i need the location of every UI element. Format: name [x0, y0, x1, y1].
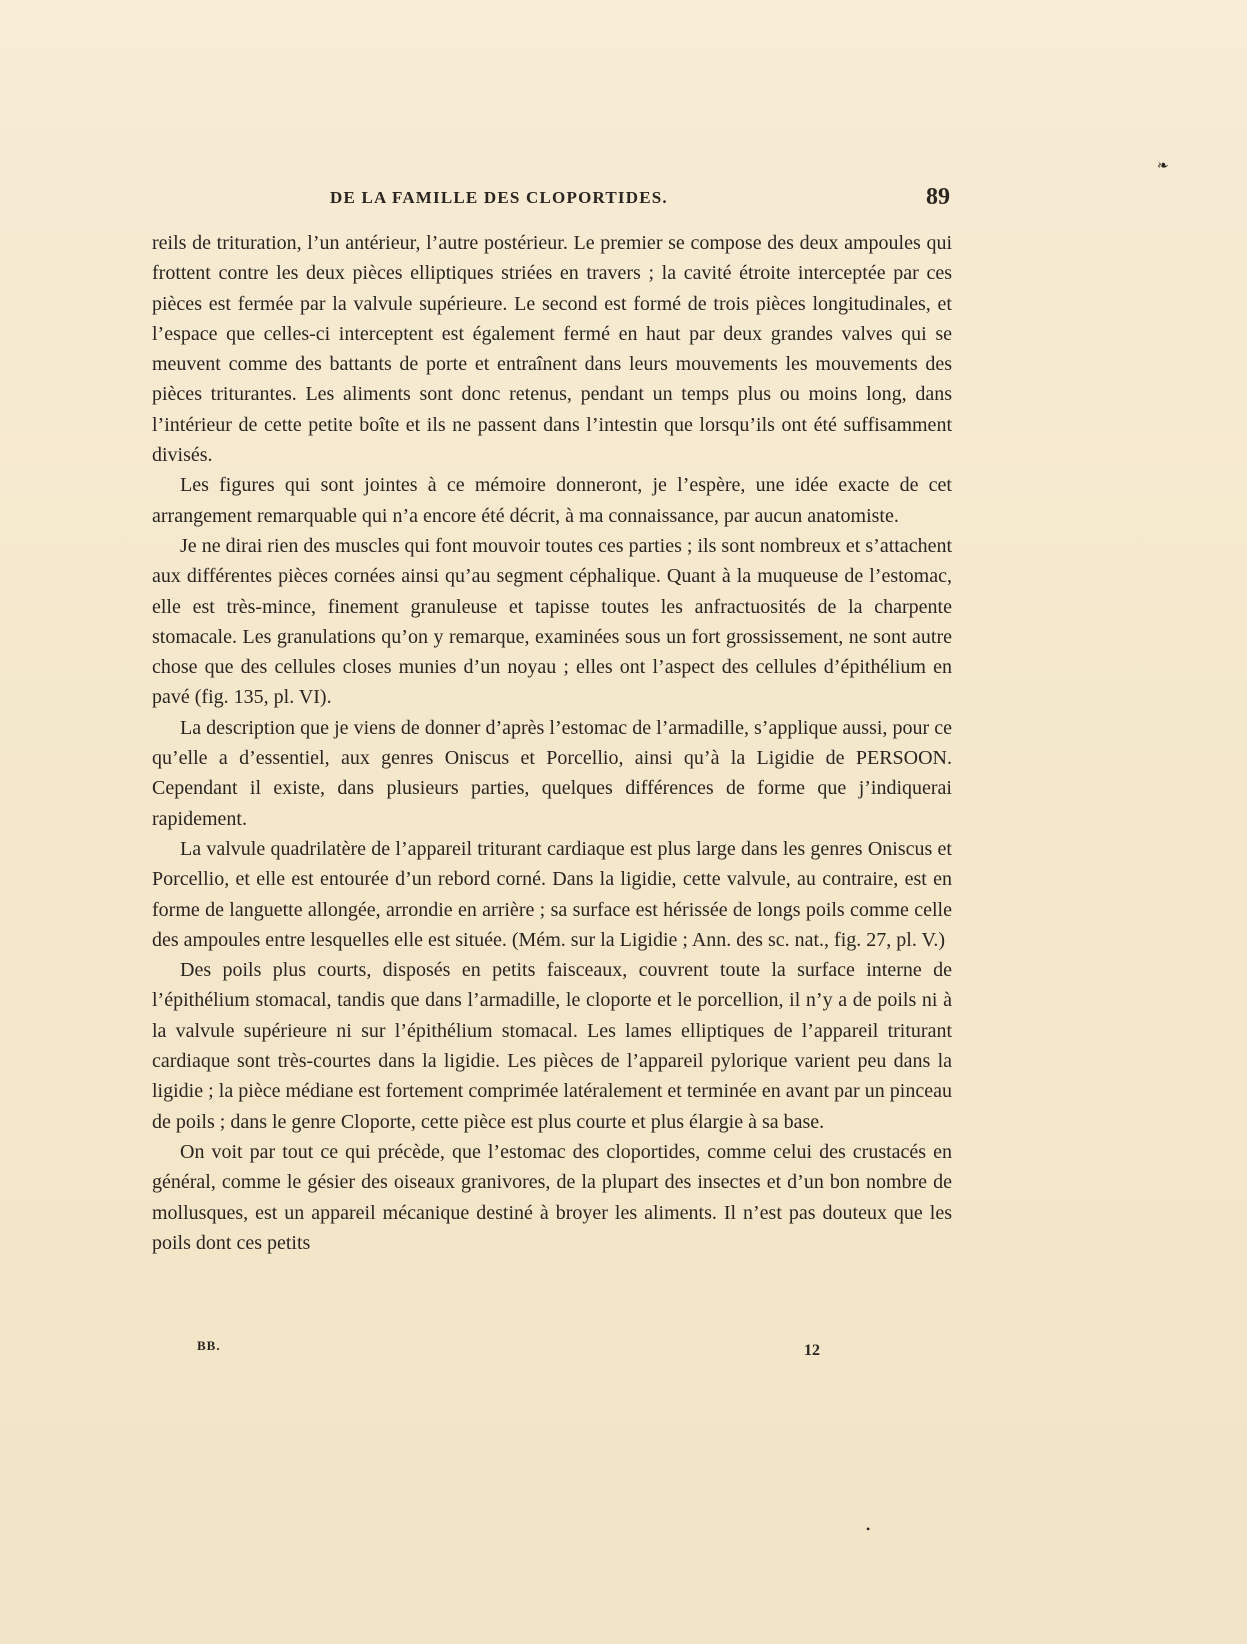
paragraph-2: Les figures qui sont jointes à ce mémoire donneront, je l’espère, une idée exacte de cet arrangement remarquable qui n’a encore été décrit, à ma connaissance, par aucun anatomiste.: [152, 474, 952, 527]
paragraph-5: La valvule quadrilatère de l’appareil triturant cardiaque est plus large dans les genres Oniscus et Porcellio, et elle est entourée d’un rebord corné. Dans la ligidie, cette valvule, au contraire, est en forme de languette allongée, arrondie en arrière ; sa surface est hérissée de longs poils comme celle des ampoules entre lesquelles elle est située. (Mém. sur la Ligidie ; Ann. des sc. nat., fig. 27, pl. V.): [152, 837, 952, 951]
sheet-number: 12: [804, 1342, 820, 1359]
paragraph-6: Des poils plus courts, disposés en petits faisceaux, couvrent toute la surface interne de l’épithélium stomacal, tandis que dans l’armadille, le cloporte et le porcellion, il n’y a de poils ni à la valvule supérieure ni sur l’épithélium stomacal. Les lames elliptiques de l’appareil triturant cardiaque sont très-courtes dans la ligidie. Les pièces de l’appareil pylorique varient peu dans la ligidie ; la pièce médiane est fortement comprimée latéralement et terminée en avant par un pinceau de poils ; dans le genre Cloporte, cette pièce est plus courte et plus élargie à sa base.: [152, 959, 952, 1133]
page-footer: [152, 1338, 952, 1362]
paragraph-4: La description que je viens de donner d’après l’estomac de l’armadille, s’applique aussi, pour ce qu’elle a d’essentiel, aux genres Oniscus et Porcellio, ainsi qu’à la Ligidie de PERSOON. Cependant il existe, dans plusieurs parties, quelques différences de forme que j’indiquerai rapidement.: [152, 716, 952, 830]
page-number: 89: [926, 184, 950, 210]
page-header: [150, 186, 950, 216]
printer-signature: BB.: [197, 1338, 221, 1353]
corner-mark: ❧: [1157, 159, 1169, 174]
body-text: [152, 228, 952, 1258]
running-title: DE LA FAMILLE DES CLOPORTIDES.: [330, 188, 668, 207]
paragraph-3: Je ne dirai rien des muscles qui font mouvoir toutes ces parties ; ils sont nombreux et s’attachent aux différentes pièces cornées ainsi qu’au segment céphalique. Quant à la muqueuse de l’estomac, elle est très-mince, finement granuleuse et tapisse toutes les anfractuosités de la charpente stomacale. Les granulations qu’on y remarque, examinées sous un fort grossissement, ne sont autre chose que des cellules closes munies d’un noyau ; elles ont l’aspect des cellules d’épithélium en pavé (fig. 135, pl. VI).: [152, 534, 952, 709]
paragraph-1: reils de trituration, l’un antérieur, l’autre postérieur. Le premier se compose des deux ampoules qui frottent contre les deux pièces elliptiques striées en travers ; la cavité étroite interceptée par ces pièces est fermée par la valvule supérieure. Le second est formé de trois pièces longitudinales, et l’espace que celles-ci interceptent est également fermé en haut par deux grandes valves qui se meuvent comme des battants de porte et entraînent dans leurs mouvements les mouvements des pièces triturantes. Les aliments sont donc retenus, pendant un temps plus ou moins long, dans l’intérieur de cette petite boîte et ils ne passent dans l’intestin que lorsqu’ils ont été suffisamment divisés.: [152, 232, 952, 467]
paragraph-7: On voit par tout ce qui précède, que l’estomac des cloportides, comme celui des crustacés en général, comme le gésier des oiseaux granivores, de la plupart des insectes et d’un bon nombre de mollusques, est un appareil mécanique destiné à broyer les aliments. Il n’est pas douteux que les poils dont ces petits: [152, 1140, 952, 1254]
stray-mark: •: [866, 1522, 871, 1536]
